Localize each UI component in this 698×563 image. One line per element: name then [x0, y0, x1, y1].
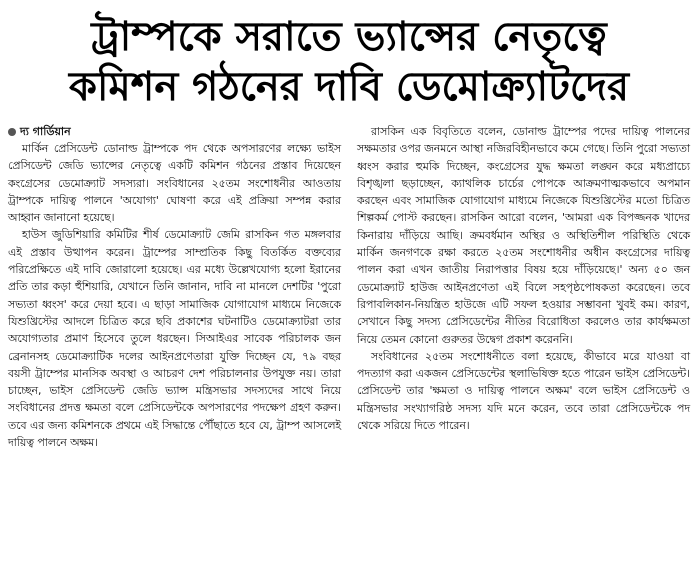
byline-source: দ্য গার্ডিয়ান — [20, 125, 71, 138]
headline-line-2: কমিশন গঠনের দাবি ডেমোক্র্যাটদের — [69, 64, 629, 110]
article-paragraph: মার্কিন প্রেসিডেন্ট ডোনাল্ড ট্রাম্পকে পদ থেকে অপসারণের লক্ষ্যে ভাইস প্রেসিডেন্ট জেডি ভ্যান্সের নেতৃত্বে একটি কমিশন গঠনের প্রস্তাব দিয়েছেন কংগ্রেসের ডেমোক্র্যাট সদস্যরা। সংবিধানের ২৫তম সংশোধনীর আওতায় ট্রাম্পকে দায়িত্ব পালনে 'অযোগ্য' ঘোষণা করে এই প্রক্রিয়া সম্পন্ন করার আহ্বান জানানো হয়েছে। — [8, 142, 341, 225]
article-column-left — [8, 123, 341, 451]
article-column-right — [357, 123, 690, 451]
byline — [8, 123, 341, 140]
byline-bullet-icon — [8, 128, 16, 136]
article-columns — [8, 123, 690, 451]
headline-line-1: ট্রাম্পকে সরাতে ভ্যান্সের নেতৃত্বে — [91, 14, 607, 60]
headline-block — [8, 4, 690, 120]
article-paragraph: হাউস জুডিশিয়ারি কমিটির শীর্ষ ডেমোক্র্যাট জেমি রাসকিন গত মঙ্গলবার এই প্রস্তাব উত্থাপন করেন। ট্রাম্পের সাম্প্রতিক কিছু বিতর্কিত বক্তব্যের পরিপ্রেক্ষিতে এই দাবি জোরালো হয়েছে। এর মধ্যে উল্লেখযোগ্য হলো ইরানের প্রতি তার কড়া হুঁশিয়ারি, যেখানে তিনি জানান, দাবি না মানলে দেশটির 'পুরো সভ্যতা ধ্বংস' করে দেয়া হবে। এ ছাড়া সামাজিক যোগাযোগ মাধ্যমে নিজেকে যিশুখ্রিস্টের আদলে চিত্রিত করে ছবি প্রকাশের ঘটনাটিও ডেমোক্র্যাটরা তার অযোগ্যতার প্রমাণ হিসেবে তুলে ধরছেন। সিআইএর সাবেক পরিচালক জন ব্রেনানসহ ডেমোক্র্যাটিক দলের আইনপ্রণেতারা যুক্তি দিচ্ছেন যে, ৭৯ বছর বয়সী ট্রাম্পের মানসিক অবস্থা ও আচরণ দেশ পরিচালনার উপযুক্ত নয়। তারা চাচ্ছেন, ভাইস প্রেসিডেন্ট জেডি ভ্যান্স মন্ত্রিসভার সদস্যদের সাথে নিয়ে সংবিধানের প্রদত্ত ক্ষমতা বলে প্রেসিডেন্টকে অপসারণের পদক্ষেপ গ্রহণ করুন। তবে এর জন্য কমিশনকে প্রথমে এই সিদ্ধান্তে পৌঁছাতে হবে যে, ট্রাম্প আসলেই দায়িত্ব পালনে অক্ষম। — [8, 228, 341, 450]
article-paragraph: রাসকিন এক বিবৃতিতে বলেন, ডোনাল্ড ট্রাম্পের পদের দায়িত্ব পালনের সক্ষমতার ওপর জনমনে আস্থা নজিরবিহীনভাবে কমে গেছে। তিনি পুরো সভ্যতা ধ্বংস করার হুমকি দিচ্ছেন, কংগ্রেসের যুদ্ধ ক্ষমতা লঙ্ঘন করে মধ্যপ্রাচ্যে বিশৃঙ্খলা ছড়াচ্ছেন, ক্যাথলিক চার্চের পোপকে আক্রমণাত্মকভাবে অপমান করছেন এবং সামাজিক যোগাযোগ মাধ্যমে নিজেকে যিশুখ্রিস্টের মতো চিত্রিত শিল্পকর্ম পোস্ট করছেন। রাসকিন আরো বলেন, 'আমরা এক বিপজ্জনক খাদের কিনারায় দাঁড়িয়ে আছি। ক্রমবর্ধমান অস্থির ও অস্থিতিশীল পরিস্থিতি থেকে মার্কিন জনগণকে রক্ষা করতে ২৫তম সংশোধনীর অধীন কংগ্রেসের দায়িত্ব পালন করা এখন জাতীয় নিরাপত্তার বিষয় হয়ে দাঁড়িয়েছে।' অন্য ৫০ জন ডেমোক্র্যাট হাউজ আইনপ্রণেতা এই বিলে সহপৃষ্ঠপোষকতা করেছেন। তবে রিপাবলিকান-নিয়ন্ত্রিত হাউজে এটি সফল হওয়ার সম্ভাবনা খুবই কম। কারণ, সেখানে কিছু সদস্য প্রেসিডেন্টের নীতির বিরোধিতা করলেও তার কার্যক্ষমতা নিয়ে তেমন কোনো গুরুতর উদ্বেগ প্রকাশ করেননি। — [357, 125, 690, 346]
article-paragraph: সংবিধানের ২৫তম সংশোধনীতে বলা হয়েছে, কীভাবে মরে যাওয়া বা পদত্যাগ করা একজন প্রেসিডেন্টের স্থলাভিষিক্ত হতে পারেন ভাইস প্রেসিডেন্ট। প্রেসিডেন্ট তার 'ক্ষমতা ও দায়িত্ব পালনে অক্ষম' বলে ভাইস প্রেসিডেন্ট ও মন্ত্রিসভার সংখ্যাগরিষ্ঠ সদস্য যদি মনে করেন, তবে তারা প্রেসিডেন্টকে পদ থেকে সরিয়ে দিতে পারেন। — [357, 349, 690, 433]
